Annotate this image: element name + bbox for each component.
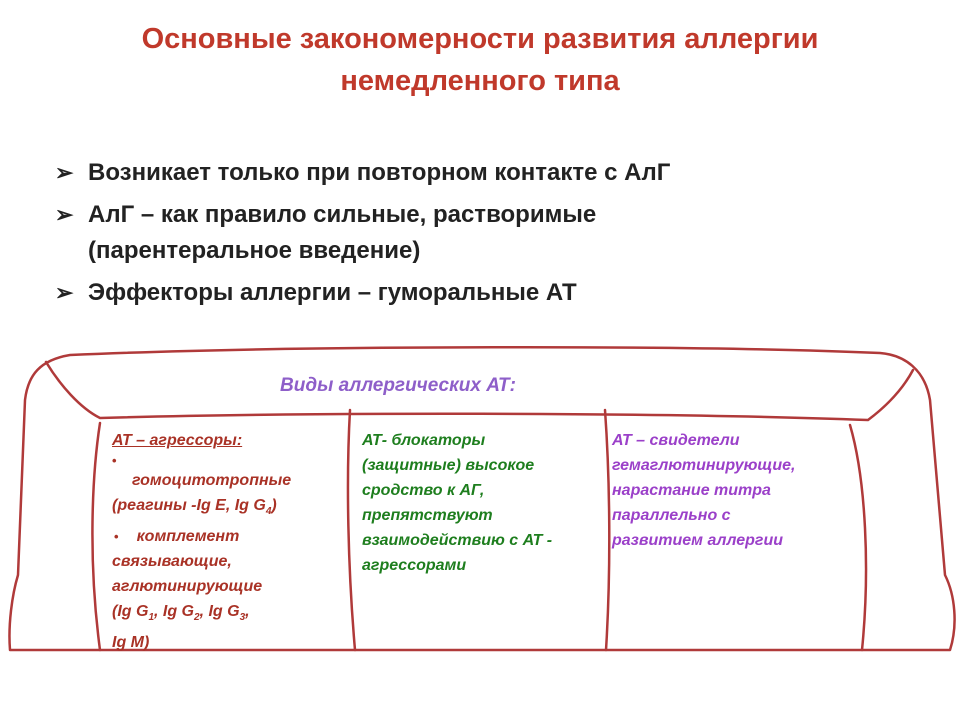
ig-text: , Ig G <box>154 603 194 621</box>
ig-text: , <box>245 603 250 621</box>
aggressors-item-text: связывающие, <box>112 553 232 571</box>
ig-text: , Ig G <box>199 603 240 621</box>
blockers-text: агрессорами <box>362 557 467 574</box>
witnesses-text: развитием аллергии <box>612 532 783 549</box>
witnesses-text: нарастание титра <box>612 482 771 499</box>
ig-text: ) <box>271 497 277 514</box>
witnesses-text: параллельно с <box>612 507 731 524</box>
bullet-text: Эффекторы аллергии – гуморальные АТ <box>88 279 577 306</box>
aggressors-item-text: комплемент <box>136 528 240 546</box>
aggressors-item-text: гомоцитотропные <box>132 472 292 489</box>
aggressors-heading: АТ – агрессоры: <box>112 432 243 449</box>
blockers-column <box>362 428 607 578</box>
ig-subscript: 1 <box>148 612 154 624</box>
aggressors-item-text: аглютинирующие <box>112 578 263 596</box>
ig-subscript: 4 <box>265 506 272 518</box>
sofa-left-cushion <box>92 423 100 650</box>
blockers-text: препятствуют <box>362 507 493 524</box>
slide-title-line-1: Основные закономерности развития аллергии <box>141 23 819 55</box>
slide-title-line-2: немедленного типа <box>340 65 620 97</box>
witnesses-heading: АТ – свидетели <box>612 432 740 449</box>
ig-text: (Ig G <box>112 603 149 621</box>
arrow-bullet-icon: ➢ <box>55 160 74 185</box>
list-bullet: • <box>114 529 119 545</box>
aggressors-item-text <box>112 524 352 549</box>
blockers-text: взаимодействию с АТ - <box>362 532 553 549</box>
arrow-bullet-icon: ➢ <box>55 280 74 305</box>
ig-text: (реагины -Ig E, Ig G <box>112 497 266 514</box>
arrow-bullet-icon: ➢ <box>55 202 74 227</box>
aggressors-item-text <box>112 493 352 524</box>
types-panel-title: Виды аллергических АТ: <box>280 375 516 396</box>
blockers-text: сродство к АГ, <box>362 482 485 499</box>
aggressors-item-text <box>112 599 352 630</box>
blockers-heading: АТ- блокаторы <box>362 432 486 449</box>
bullet-text: Возникает только при повторном контакте с АлГ <box>88 159 671 186</box>
ig-subscript: 3 <box>239 612 246 624</box>
witnesses-column <box>612 428 877 553</box>
blockers-text: (защитные) высокое <box>362 457 535 474</box>
ig-subscript: 2 <box>194 612 200 624</box>
list-bullet: • <box>112 453 117 468</box>
bullet-text: АлГ – как правило сильные, растворимые <box>88 201 597 228</box>
aggressors-item-text: Ig M) <box>112 634 150 652</box>
bullet-text-continuation: (парентеральное введение) <box>88 237 421 264</box>
witnesses-text: гемаглютинирующие, <box>612 457 796 474</box>
aggressors-column <box>112 428 352 655</box>
